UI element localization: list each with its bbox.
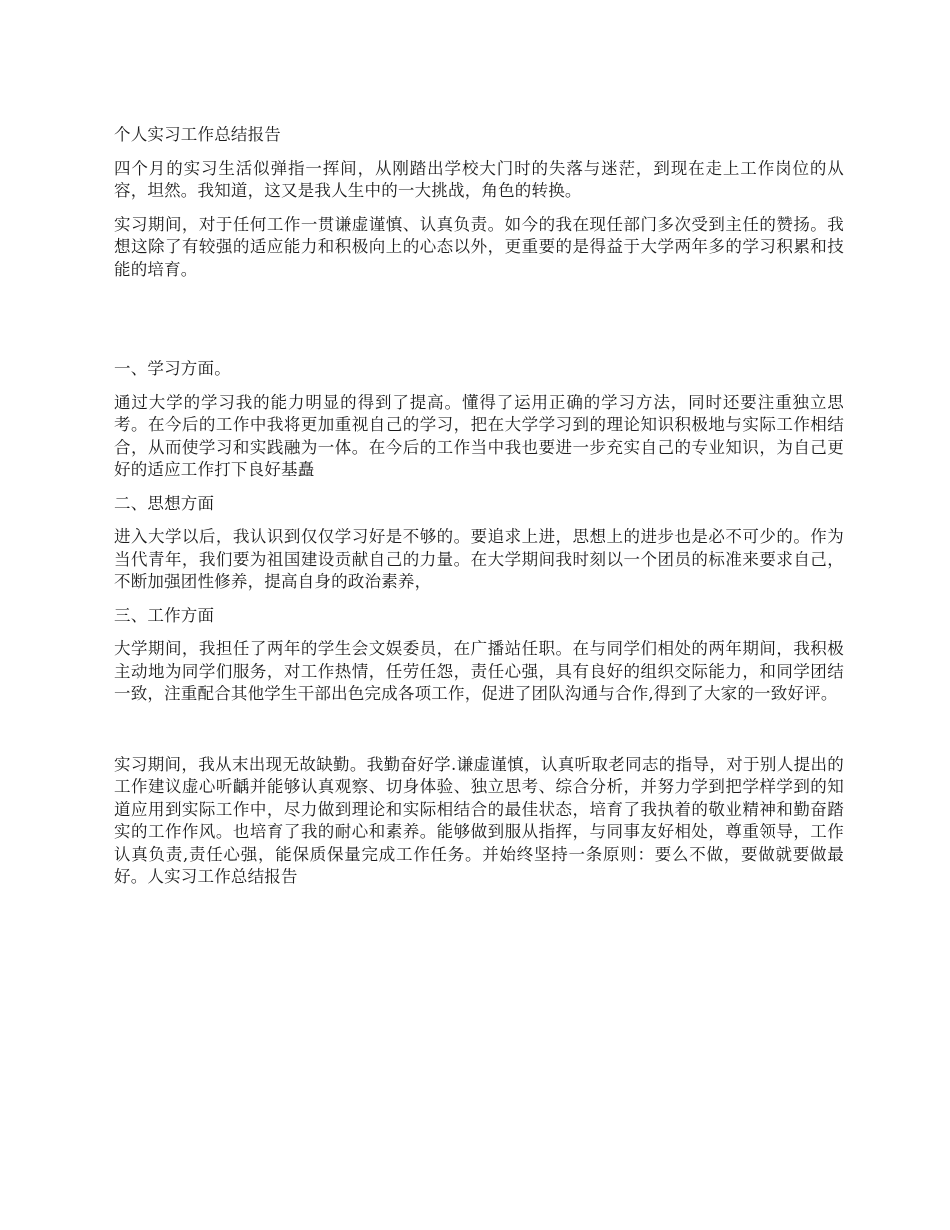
document-body [114, 124, 844, 889]
paragraph-internship: 实习期间，我从末出现无故缺勤。我勤奋好学.谦虚谨慎，认真听取老同志的指导，对于别人提出的工作建议虚心听齲并能够认真观察、切身体验、独立思考、综合分析，并努力学到把学样学到的知道应用到实际工作中，尽力做到理论和实际相结合的最佳状态，培育了我执着的敬业精神和勤奋踏实的工作作风。也培育了我的耐心和素养。能够做到服从指挥，与同事友好相处，尊重领导，工作认真负责,责任心强，能保质保量完成工作任务。并始终坚持一条原则：要么不做，要做就要做最好。人实习工作总结报告 [114, 754, 844, 886]
paragraph-intro-2: 实习期间，对于任何工作一贯谦虚谨慎、认真负责。如今的我在现任部门多次受到主任的赞扬。我想这除了有较强的适应能力和积极向上的心态以外，更重要的是得益于大学两年多的学习积累和技能的培育。 [114, 214, 844, 279]
paragraph-work: 大学期间，我担任了两年的学生会文娱委员，在广播站任职。在与同学们相处的两年期间，我积极主动地为同学们服务，对工作热情，任劳任怨，责任心强，具有良好的组织交际能力，和同学团结一致，注重配合其他学生干部出色完成各项工作，促进了团队沟通与合作,得到了大家的一致好评。 [114, 639, 844, 703]
section-heading-study: 一、学习方面。 [114, 359, 231, 378]
paragraph-study: 通过大学的学习我的能力明显的得到了提高。懂得了运用正确的学习方法，同时还要注重独立思考。在今后的工作中我将更加重视自己的学习，把在大学学习到的理论知识积极地与实际工作相结合，从而使学习和实践融为一体。在今后的工作当中我也要进一步充实自己的专业知识，为自己更好的适应工作打下良好基矗 [114, 392, 844, 479]
paragraph-thought: 进入大学以后，我认识到仅仅学习好是不够的。要追求上进，思想上的进步也是必不可少的。作为当代青年，我们要为祖国建设贡献自己的力量。在大学期间我时刻以一个团员的标准来要求自己，不断加强团性修养，提高自身的政治素养， [114, 527, 844, 591]
document-title: 个人实习工作总结报告 [114, 125, 281, 144]
section-heading-thought: 二、思想方面 [114, 493, 215, 513]
paragraph-intro-1: 四个月的实习生活似弹指一挥间，从刚踏出学校大门时的失落与迷茫，到现在走上工作岗位的从容，坦然。我知道，这又是我人生中的一大挑战，角色的转换。 [114, 158, 844, 200]
section-heading-work: 三、工作方面 [114, 605, 215, 625]
